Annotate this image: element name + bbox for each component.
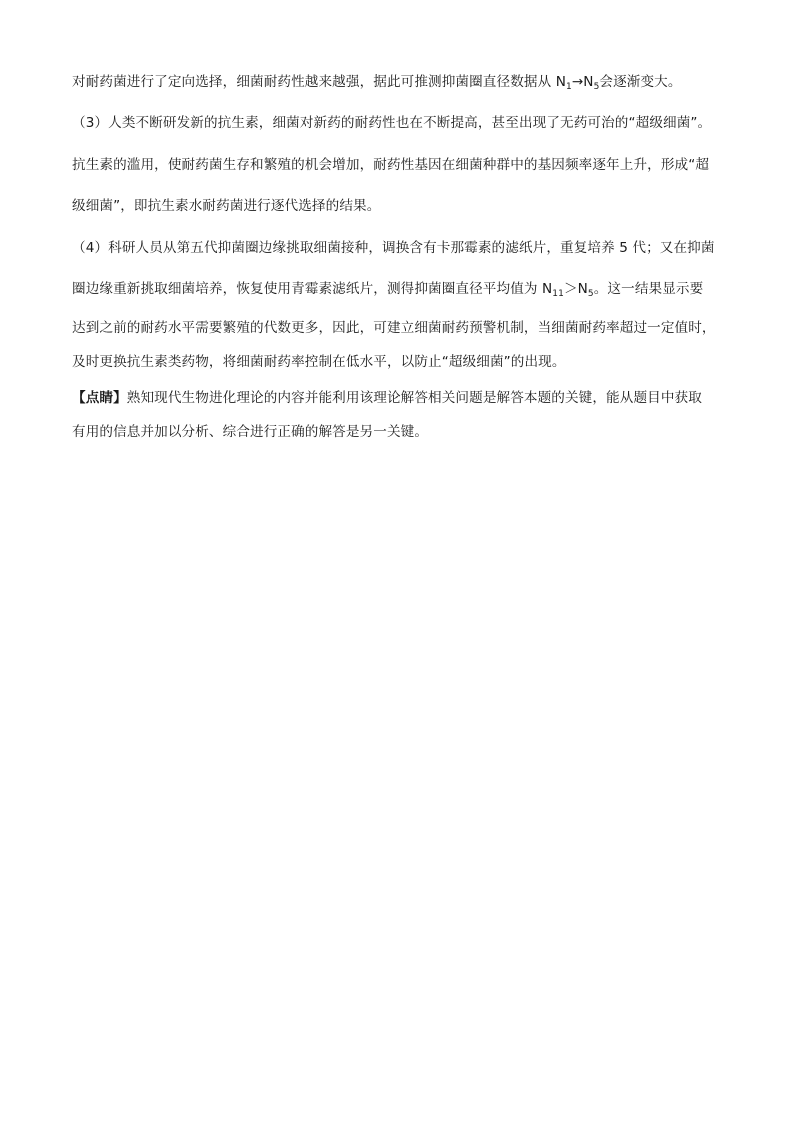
line-1-text-a: 对耐药菌进行了定向选择，细菌耐药性越来越强，据此可推测抑菌圈直径数据从 N bbox=[72, 74, 566, 90]
paragraph-line-5: （4）科研人员从第五代抑菌圈边缘挑取细菌接种，调换含有卡那霉素的滤纸片，重复培养 5 代；又在抑菌 bbox=[72, 240, 715, 256]
subscript: 5 bbox=[587, 289, 594, 299]
line-6-text-c: 。这一结果显示要 bbox=[593, 281, 704, 297]
paragraph-line-2: （3）人类不断研发新的抗生素，细菌对新药的耐药性也在不断提高，甚至出现了无药可治的“超级细菌”。 bbox=[72, 115, 712, 131]
paragraph-line-9 bbox=[72, 388, 732, 408]
line-1-text-c: 会逐渐变大。 bbox=[599, 74, 682, 90]
subscript: 1 bbox=[565, 82, 572, 92]
line-6-text-a: 圈边缘重新挑取细菌培养，恢复使用青霉素滤纸片，测得抑菌圈直径平均值为 N bbox=[72, 281, 553, 297]
paragraph-line-8: 及时更换抗生素类药物，将细菌耐药率控制在低水平，以防止“超级细菌”的出现。 bbox=[72, 354, 566, 370]
subscript: 11 bbox=[552, 289, 564, 299]
paragraph-line-4: 级细菌”，即抗生素水耐药菌进行逐代选择的结果。 bbox=[72, 198, 381, 214]
paragraph-line-6 bbox=[72, 279, 732, 299]
line-6-text-b: ＞N bbox=[563, 281, 588, 297]
subscript: 5 bbox=[593, 82, 600, 92]
paragraph-line-3: 抗生素的滥用，使耐药菌生存和繁殖的机会增加，耐药性基因在细菌种群中的基因频率逐年上升，形成“超 bbox=[72, 157, 710, 173]
line-9-text: 熟知现代生物进化理论的内容并能利用该理论解答相关问题是解答本题的关键，能从题目中获取 bbox=[126, 390, 702, 406]
paragraph-line-10: 有用的信息并加以分析、综合进行正确的解答是另一关键。 bbox=[72, 424, 429, 440]
paragraph-line-1 bbox=[72, 72, 732, 92]
paragraph-line-7: 达到之前的耐药水平需要繁殖的代数更多，因此，可建立细菌耐药预警机制，当细菌耐药率超过一定值时， bbox=[72, 320, 716, 336]
dianjing-tag: 【点睛】 bbox=[72, 390, 127, 406]
line-1-text-b: →N bbox=[571, 74, 594, 90]
